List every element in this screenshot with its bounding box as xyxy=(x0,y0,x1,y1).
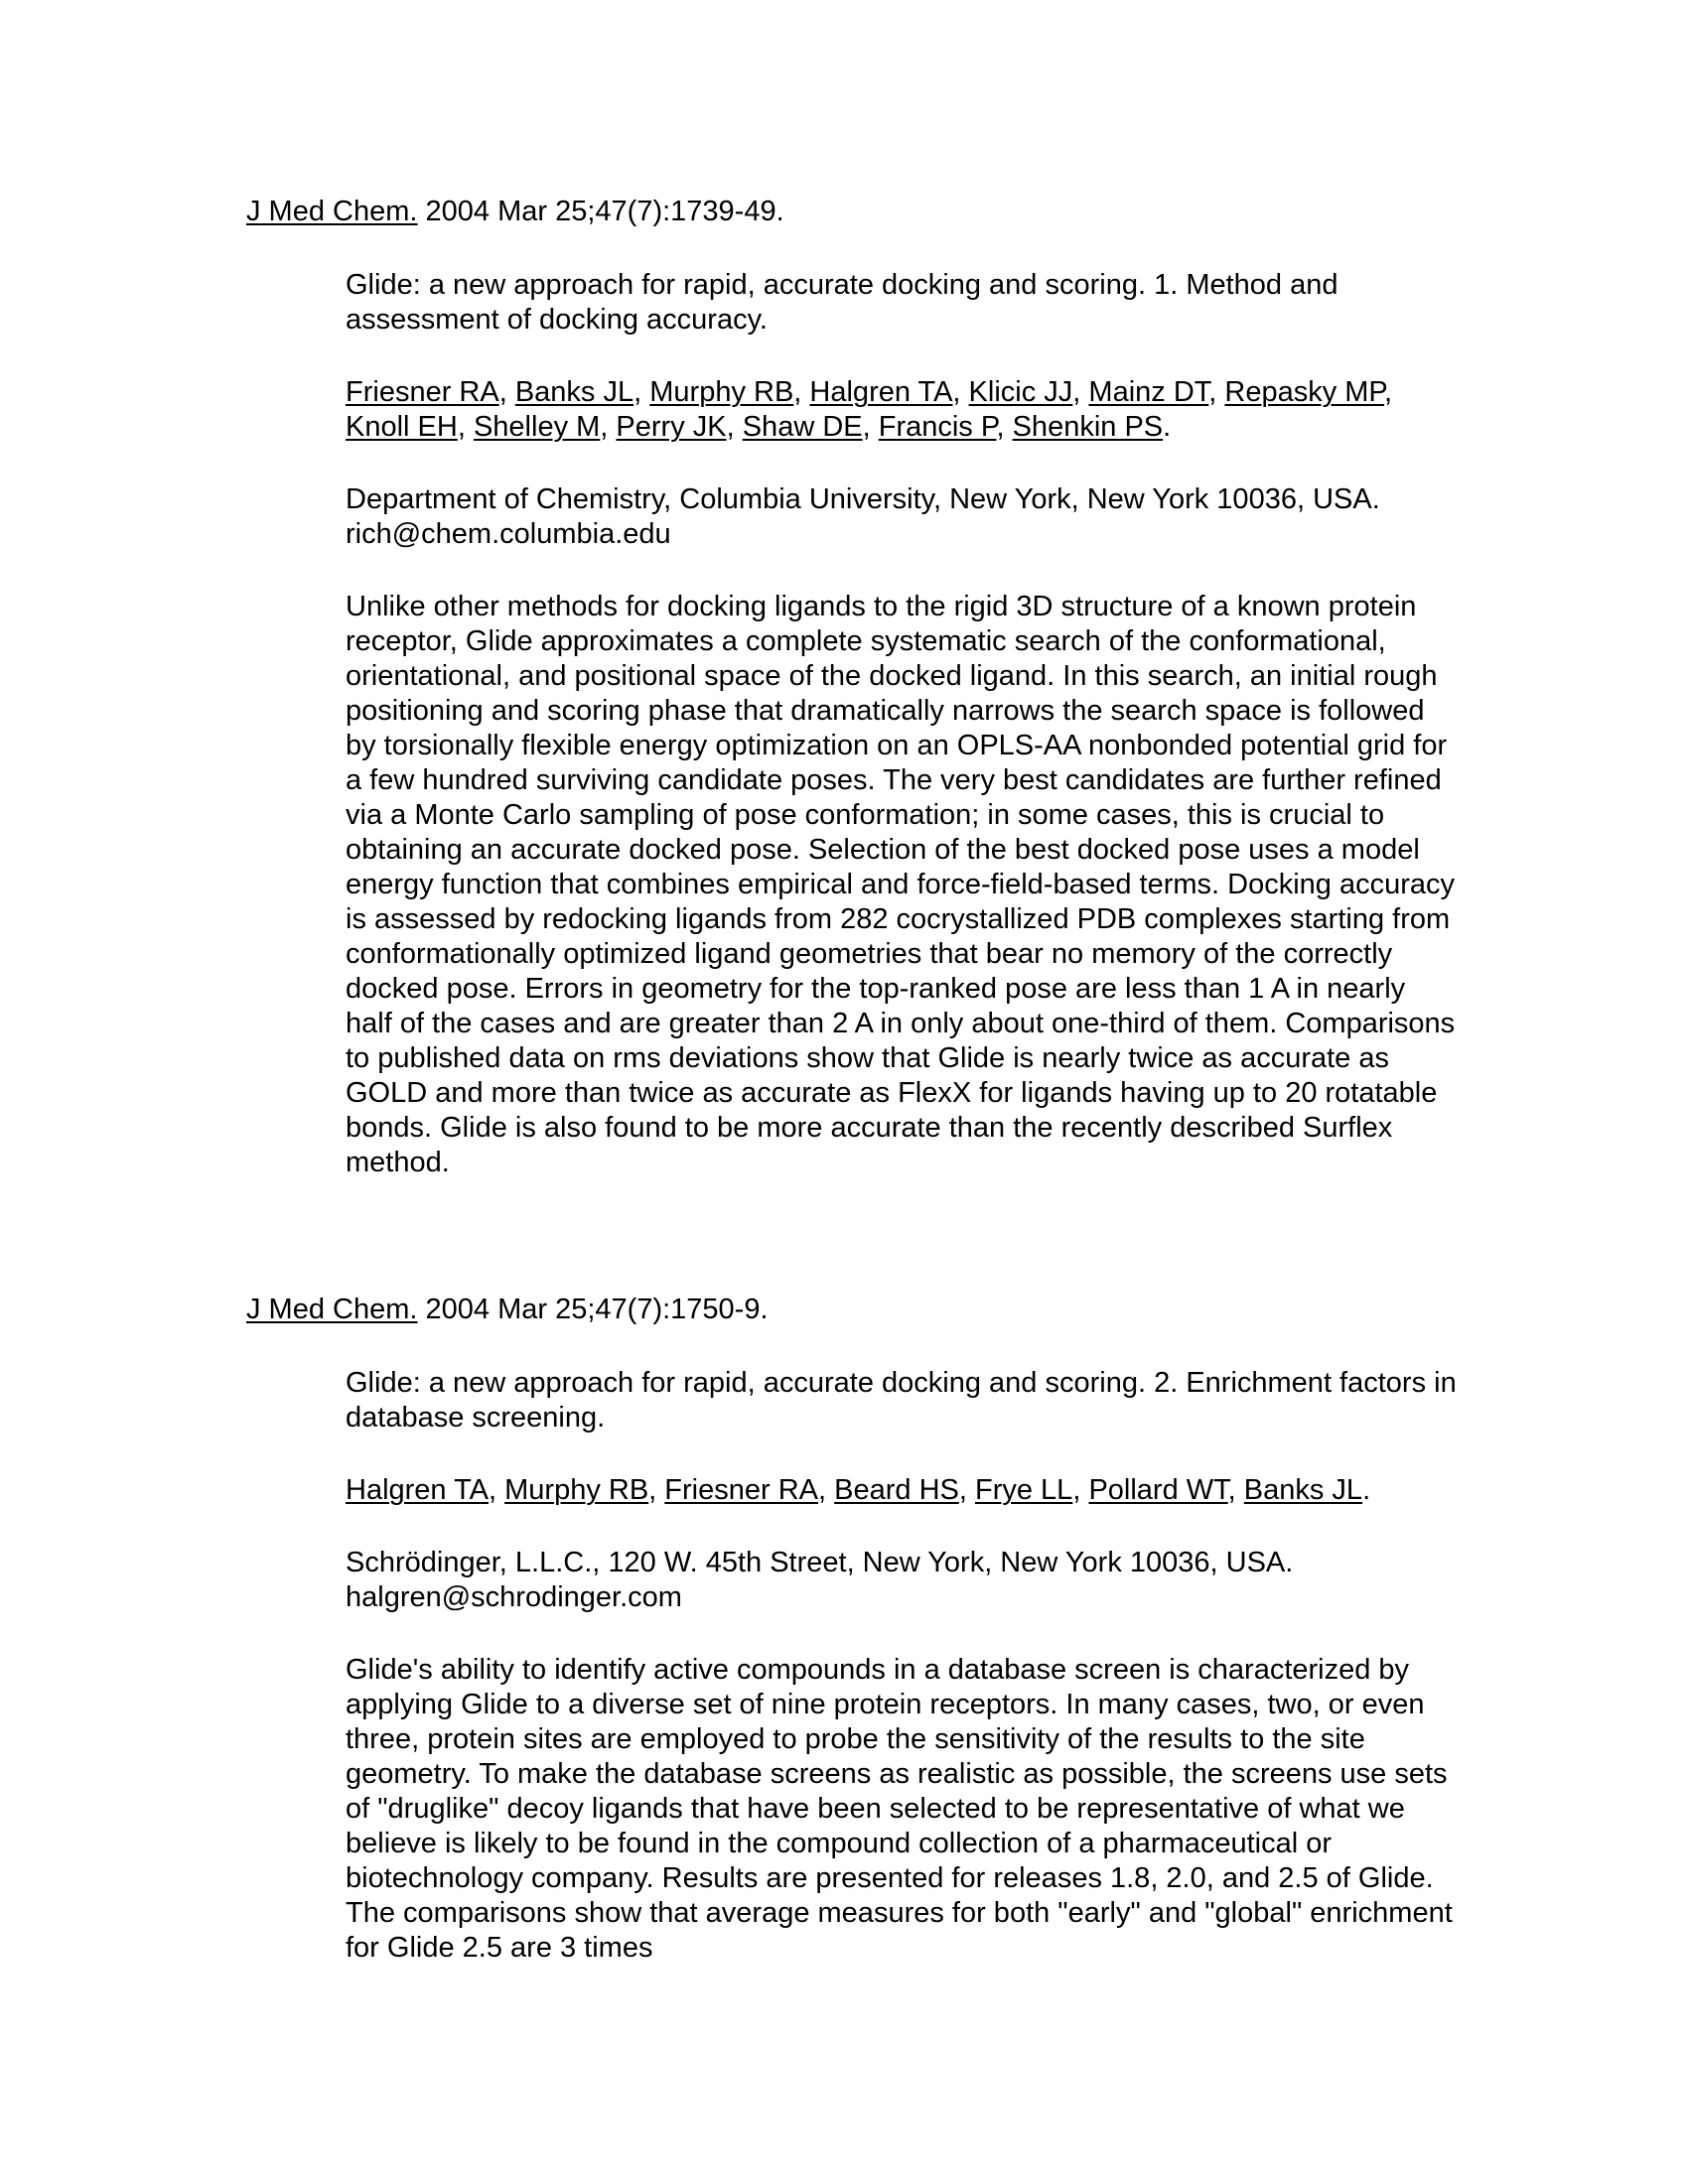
author-link[interactable]: Beard HS xyxy=(834,1474,959,1506)
author-link[interactable]: Knoll EH xyxy=(346,411,458,443)
author-separator: , xyxy=(996,411,1013,443)
author-link[interactable]: Francis P xyxy=(878,411,997,443)
author-separator: , xyxy=(457,411,474,443)
article-title: Glide: a new approach for rapid, accurate docking and scoring. 2. Enrichment factors in database screening. xyxy=(346,1367,1457,1433)
author-separator: . xyxy=(1163,411,1172,443)
author-separator: , xyxy=(633,376,650,408)
author-link[interactable]: Shenkin PS xyxy=(1012,411,1164,443)
journal-link[interactable]: J Med Chem. xyxy=(246,1294,418,1325)
author-separator: , xyxy=(958,1474,975,1506)
author-link[interactable]: Frye LL xyxy=(974,1474,1073,1506)
journal-link[interactable]: J Med Chem. xyxy=(246,196,418,227)
author-link[interactable]: Murphy RB xyxy=(649,376,794,408)
author-link[interactable]: Halgren TA xyxy=(346,1474,489,1506)
citation-line xyxy=(246,195,1688,229)
author-affiliation: Department of Chemistry, Columbia University, New York, New York 10036, USA. rich@chem.columbia.edu xyxy=(346,483,1380,550)
author-separator: , xyxy=(1384,376,1393,408)
abstract-text: Unlike other methods for docking ligands to the rigid 3D structure of a known protein receptor, Glide approximates a complete systematic search of the conformational, orientational, and positional space of the docked ligand. In this search, an initial rough positioning and scoring phase that dramatically narrows the search space is followed by torsionally flexible energy optimization on an OPLS-AA nonbonded potential grid for a few hundred surviving candidate poses. The very best candidates are further refined via a Monte Carlo sampling of pose conformation; in some cases, this is crucial to obtaining an accurate docked pose. Selection of the best docked pose uses a model energy function that combines empirical and force-field-based terms. Docking accuracy is assessed by redocking ligands from 282 cocrystallized PDB complexes starting from conformationally optimized ligand geometries that bear no memory of the correctly docked pose. Errors in geometry for the top-ranked pose are less than 1 A in nearly half of the cases and are greater than 2 A in only about one-third of them. Comparisons to published data on rms deviations show that Glide is nearly twice as accurate as GOLD and more than twice as accurate as FlexX for ligands having up to 20 rotatable bonds. Glide is also found to be more accurate than the recently described Surflex method. xyxy=(346,591,1456,1178)
author-separator: . xyxy=(1362,1474,1371,1506)
author-link[interactable]: Murphy RB xyxy=(504,1474,649,1506)
article-title: Glide: a new approach for rapid, accurate docking and scoring. 1. Method and assessment of docking accuracy. xyxy=(346,269,1338,336)
citation-record xyxy=(0,195,1688,1180)
author-link[interactable]: Banks JL xyxy=(1243,1474,1363,1506)
author-separator: , xyxy=(1208,376,1225,408)
author-link[interactable]: Banks JL xyxy=(514,376,634,408)
author-affiliation: Schrödinger, L.L.C., 120 W. 45th Street, New York, New York 10036, USA. halgren@schrodinger.com xyxy=(346,1547,1294,1613)
author-link[interactable]: Repasky MP xyxy=(1224,376,1385,408)
author-separator: , xyxy=(793,376,810,408)
author-link[interactable]: Shelley M xyxy=(473,411,601,443)
author-separator: , xyxy=(498,376,515,408)
author-link[interactable]: Halgren TA xyxy=(809,376,953,408)
abstract-text: Glide's ability to identify active compounds in a database screen is characterized by applying Glide to a diverse set of nine protein receptors. In many cases, two, or even three, protein sites are employed to probe the sensitivity of the results to the site geometry. To make the database screens as realistic as possible, the screens use sets of "druglike" decoy ligands that have been selected to be representative of what we believe is likely to be found in the compound collection of a pharmaceutical or biotechnology company. Results are presented for releases 1.8, 2.0, and 2.5 of Glide. The comparisons show that average measures for both "early" and "global" enrichment for Glide 2.5 are 3 times xyxy=(346,1654,1453,1964)
author-separator: , xyxy=(952,376,969,408)
author-separator: , xyxy=(1227,1474,1244,1506)
author-list xyxy=(346,375,1458,445)
author-link[interactable]: Friesner RA xyxy=(346,376,499,408)
citation-details: 2004 Mar 25;47(7):1750-9. xyxy=(417,1294,769,1325)
author-separator: , xyxy=(818,1474,835,1506)
author-link[interactable]: Klicic JJ xyxy=(968,376,1073,408)
author-link[interactable]: Pollard WT xyxy=(1088,1474,1228,1506)
author-list xyxy=(346,1473,1458,1508)
author-link[interactable]: Mainz DT xyxy=(1088,376,1209,408)
author-separator: , xyxy=(600,411,617,443)
abstract-paragraph xyxy=(346,590,1458,1180)
author-separator: , xyxy=(862,411,879,443)
citation-record xyxy=(0,1293,1688,1966)
citation-line xyxy=(246,1293,1688,1327)
author-link[interactable]: Perry JK xyxy=(616,411,727,443)
author-link[interactable]: Shaw DE xyxy=(742,411,863,443)
author-link[interactable]: Friesner RA xyxy=(664,1474,818,1506)
citation-details: 2004 Mar 25;47(7):1739-49. xyxy=(417,196,784,227)
author-separator: , xyxy=(489,1474,505,1506)
author-separator: , xyxy=(1072,376,1089,408)
author-separator: , xyxy=(726,411,743,443)
author-separator: , xyxy=(1072,1474,1089,1506)
abstract-paragraph xyxy=(346,1653,1458,1966)
author-separator: , xyxy=(648,1474,665,1506)
